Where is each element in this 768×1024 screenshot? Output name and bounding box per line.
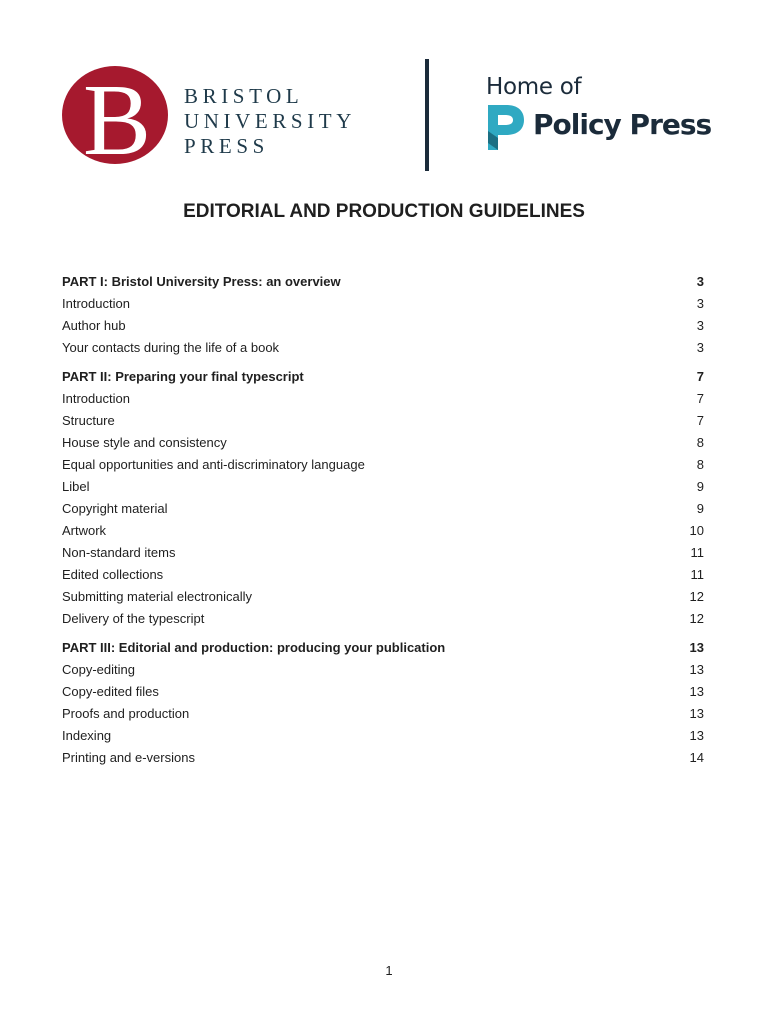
table-of-contents (62, 270, 704, 775)
toc-entry-label: Non-standard items (62, 544, 176, 560)
toc-section (62, 365, 704, 629)
toc-entry-label: Submitting material electronically (62, 588, 253, 604)
bup-wordmark (184, 84, 356, 159)
toc-entry-page: 13 (689, 727, 704, 743)
toc-entry[interactable] (62, 680, 704, 702)
toc-entry-label: Structure (62, 412, 115, 428)
toc-entry-page: 11 (690, 566, 704, 582)
toc-part-heading-page: 13 (689, 639, 704, 655)
toc-entry[interactable] (62, 541, 704, 563)
toc-part-heading-label: PART III: Editorial and production: producing your publication (62, 639, 446, 655)
toc-part-heading-label: PART I: Bristol University Press: an overview (62, 273, 341, 289)
toc-entry-page: 7 (696, 412, 704, 428)
bup-wordmark-line-3: PRESS (184, 134, 269, 158)
toc-entry-label: Libel (62, 478, 90, 494)
bup-wordmark-line-1: BRISTOL (184, 84, 304, 108)
toc-entry-page: 13 (689, 661, 704, 677)
toc-entry-page: 14 (689, 749, 704, 765)
toc-entry-label: Printing and e-versions (62, 749, 195, 765)
toc-entry-label: Copy-edited files (62, 683, 159, 699)
toc-part-heading[interactable] (62, 636, 704, 658)
toc-entry-label: Proofs and production (62, 705, 190, 721)
toc-entry[interactable] (62, 497, 704, 519)
toc-entry[interactable] (62, 563, 704, 585)
toc-part-heading[interactable] (62, 270, 704, 292)
bup-b-logo-icon (62, 66, 168, 164)
toc-part-heading-page: 3 (696, 273, 704, 289)
toc-entry[interactable] (62, 607, 704, 629)
toc-entry[interactable] (62, 292, 704, 314)
toc-entry-label: Artwork (62, 522, 107, 538)
toc-entry-page: 11 (690, 544, 704, 560)
imprint-tagline: Home of (486, 74, 582, 100)
toc-entry-page: 12 (689, 588, 704, 604)
bristol-university-press-logo (62, 66, 382, 166)
toc-section (62, 636, 704, 768)
toc-entry-label: Copyright material (62, 500, 168, 516)
toc-entry-page: 3 (696, 295, 704, 311)
toc-part-heading-page: 7 (696, 368, 704, 384)
toc-entry[interactable] (62, 658, 704, 680)
toc-entry-label: Delivery of the typescript (62, 610, 205, 626)
imprint-name: Policy Press (533, 108, 712, 141)
toc-entry-label: Equal opportunities and anti-discriminatory language (62, 456, 365, 472)
toc-entry-page: 12 (689, 610, 704, 626)
toc-entry-page: 7 (696, 390, 704, 406)
toc-entry-label: Your contacts during the life of a book (62, 339, 280, 355)
toc-entry[interactable] (62, 585, 704, 607)
toc-entry[interactable] (62, 702, 704, 724)
toc-entry[interactable] (62, 475, 704, 497)
toc-entry-label: Copy-editing (62, 661, 135, 677)
toc-entry[interactable] (62, 519, 704, 541)
toc-entry-label: Introduction (62, 295, 130, 311)
toc-entry[interactable] (62, 409, 704, 431)
bup-logo-letter: B (82, 66, 152, 164)
toc-entry-page: 10 (689, 522, 704, 538)
document-title: EDITORIAL AND PRODUCTION GUIDELINES (183, 200, 585, 222)
bup-wordmark-line-2: UNIVERSITY (184, 109, 356, 133)
toc-entry-label: Indexing (62, 727, 112, 743)
toc-entry-page: 8 (696, 434, 704, 450)
toc-entry-page: 9 (696, 500, 704, 516)
toc-entry-page: 13 (689, 683, 704, 699)
page-number: 1 (385, 963, 393, 978)
toc-entry-label: House style and consistency (62, 434, 227, 450)
toc-entry-label: Introduction (62, 390, 130, 406)
policy-press-p-icon (486, 103, 524, 151)
toc-entry-label: Author hub (62, 317, 126, 333)
toc-section (62, 270, 704, 358)
toc-entry[interactable] (62, 724, 704, 746)
toc-entry-page: 3 (696, 317, 704, 333)
toc-entry[interactable] (62, 453, 704, 475)
toc-entry[interactable] (62, 431, 704, 453)
toc-entry[interactable] (62, 746, 704, 768)
header-divider (425, 59, 429, 171)
toc-entry[interactable] (62, 336, 704, 358)
toc-entry-page: 13 (689, 705, 704, 721)
toc-entry[interactable] (62, 314, 704, 336)
toc-entry-page: 9 (696, 478, 704, 494)
toc-entry-label: Edited collections (62, 566, 164, 582)
toc-entry-page: 8 (696, 456, 704, 472)
toc-part-heading-label: PART II: Preparing your final typescript (62, 368, 304, 384)
toc-part-heading[interactable] (62, 365, 704, 387)
toc-entry-page: 3 (696, 339, 704, 355)
toc-entry[interactable] (62, 387, 704, 409)
